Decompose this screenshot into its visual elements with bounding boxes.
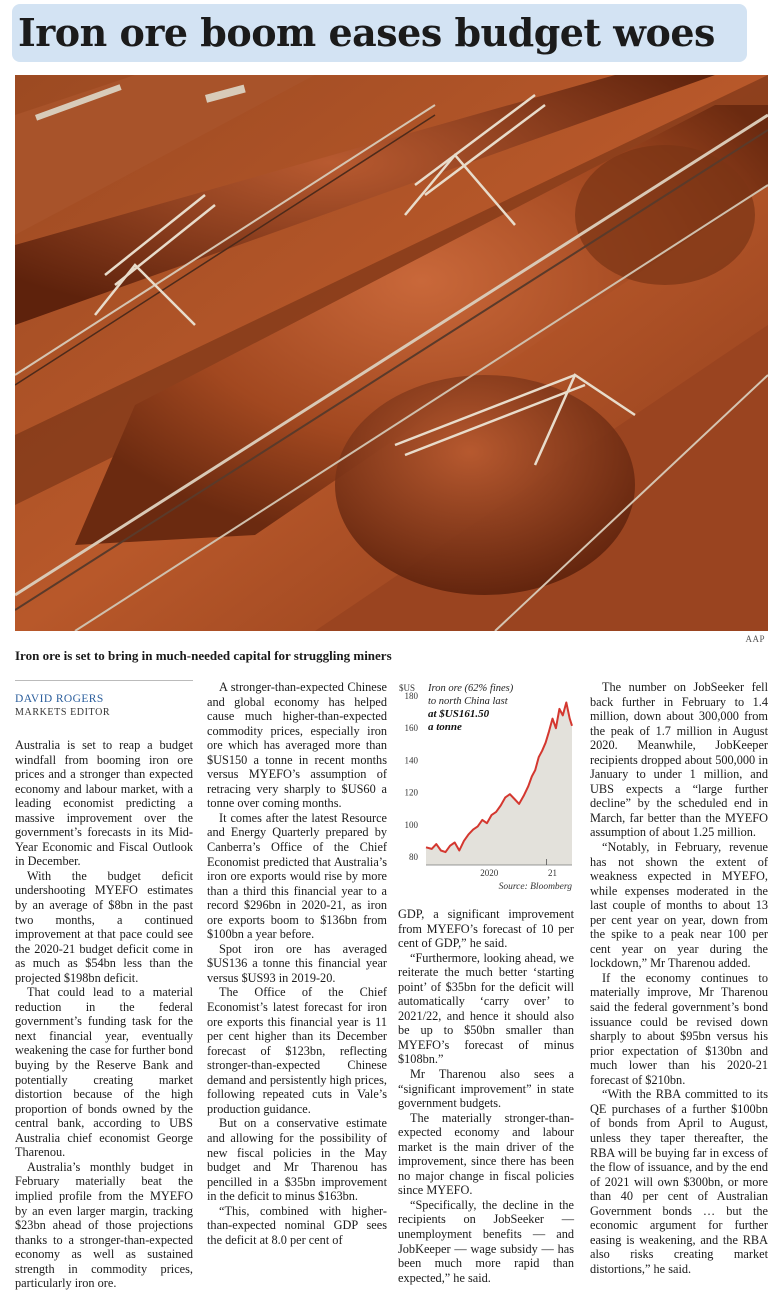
paragraph: “With the RBA committed to its QE purchases of a further $100bn of bonds from April to August, unless they taper thereafter, the RBA will be buying far in excess of the flow of issuance, and by the end of 2021 will own $300bn, or more than 40 per cent of Australian Government bonds … but the economic argument for further easing is weakening, and the RBA also risks creating market distortions,” he said. [590, 1087, 768, 1276]
author-name: DAVID ROGERS [15, 693, 104, 705]
chart-source: Source: Bloomberg [498, 882, 572, 892]
article-column-2 [207, 680, 387, 1247]
paragraph: If the economy continues to materially improve, Mr Tharenou said the federal government’s bond issuance could be revised down sharply to about $95bn versus his prior expectation of $130bn and much lower than his 2020-21 forecast of $210bn. [590, 970, 768, 1087]
photo-credit: AAP [745, 634, 765, 644]
paragraph: “Specifically, the decline in the recipients on JobSeeker — unemployment benefits — and JobKeeper — wage subsidy — has been much more rapid than expected,” he said. [398, 1197, 574, 1285]
article-column-3 [398, 907, 574, 1285]
article-column-1 [15, 738, 193, 1291]
paragraph: Spot iron ore has averaged $US136 a tonne this financial year versus $US93 in 2019-20. [207, 941, 387, 985]
paragraph: Mr Tharenou also sees a “significant improvement” in state government budgets. [398, 1067, 574, 1111]
paragraph: With the budget deficit undershooting MYEFO estimates by an average of $8bn in the past two months, a continued improvement at that pace could see the 2020-21 budget deficit come in as much as $54bn less than the projected $198bn deficit. [15, 868, 193, 985]
mine-stockpile-photo [15, 75, 768, 631]
paragraph: It comes after the latest Resource and Energy Quarterly prepared by Canberra’s Office of the Chief Economist predicted that Australia’s iron ore exports would rise by more than a third this financial year to a record $296bn in 2020-21, as iron ore exports boom to $136bn from $100bn a year before. [207, 810, 387, 942]
author-role: MARKETS EDITOR [15, 707, 111, 718]
y-axis [405, 691, 419, 862]
chart-title-line-2: to north China last [428, 696, 508, 707]
article-column-4 [590, 680, 768, 1276]
paragraph: Australia’s monthly budget in February materially beat the implied profile from the MYEFO by an even larger margin, tracking $23bn ahead of those projections thanks to a stronger-than-expected economy as well as sustained strength in commodity prices, particularly iron ore. [15, 1159, 193, 1291]
paragraph: “Notably, in February, revenue has not shown the extent of weakness expected in MYEFO, while expenses moderated in the last couple of months to about 13 per cent year on year, down from the spike to a peak near 100 per cent year on year during the lockdown,” Mr Tharenou added. [590, 840, 768, 971]
y-tick-label: 140 [404, 755, 418, 766]
byline-divider [15, 680, 193, 681]
chart-canvas [396, 680, 576, 896]
paragraph: GDP, a significant improvement from MYEFO’s forecast of 10 per cent of GDP,” he said. [398, 907, 574, 951]
paragraph: The number on JobSeeker fell back further in February to 1.4 million, down about 300,000 from the peak of 1.7 million in August 2020. Meanwhile, JobKeeper recipients dropped about 500,000 in January to under 1 million, and UBS expects a “large further decline” by the scheduled end in March, far better than the MYEFO assumption of about 1.25 million. [590, 680, 768, 840]
x-tick-label: 2020 [480, 868, 499, 878]
paragraph: The materially stronger-than-expected economy and labour market is the main driver of the improvement, since there has been no major change in fiscal policies since MYEFO. [398, 1110, 574, 1198]
paragraph: “Furthermore, looking ahead, we reiterate the much better ‘starting point’ of $35bn for the deficit will automatically ‘carry over’ to 2021/22, and hence it should also be up to $50bn smaller than MYEFO’s forecast of minus $108bn.” [398, 950, 574, 1067]
chart-title-line-1: Iron ore (62% fines) [428, 683, 514, 694]
chart-unit-label: $US [399, 683, 416, 693]
paragraph: Australia is set to reap a budget windfall from booming iron ore prices and a stronger than expected economy and labour market, with a leading economist predicting a massive improvement over the government’s forecasts in its Mid-Year Economic and Fiscal Outlook in December. [15, 738, 193, 869]
headline: Iron ore boom eases budget woes [18, 10, 715, 55]
iron-ore-price-chart [396, 680, 576, 896]
paragraph: That could lead to a material reduction in the federal government’s funding task for the next financial year, eventually weakening the case for further bond buying by the Reserve Bank and potentially creating market distortion because of the high proportion of bonds owned by the central bank, according to UBS Australia chief economist George Tharenou. [15, 985, 193, 1160]
photo-caption: Iron ore is set to bring in much-needed capital for struggling miners [15, 648, 392, 663]
paragraph: But on a conservative estimate and allowing for the possibility of new fiscal policies in the May budget and Mr Tharenou has pencilled in a $35bn improvement in the deficit to minus $163bn. [207, 1116, 387, 1204]
x-tick-label: 21 [547, 868, 557, 878]
y-tick-label: 180 [404, 691, 418, 702]
y-tick-label: 100 [404, 819, 418, 830]
chart-highlight-line-2: a tonne [428, 721, 462, 733]
y-tick-label: 120 [404, 787, 418, 798]
chart-highlight-line-1: at $US161.50 [428, 708, 490, 720]
y-tick-label: 80 [409, 851, 418, 862]
paragraph: The Office of the Chief Economist’s latest forecast for iron ore exports this financial year is 11 per cent higher than its December forecast of $123bn, reflecting stronger-than-expected Chinese demand and persistently high prices, following repeated cuts in Vale’s production guidance. [207, 985, 387, 1116]
paragraph: “This, combined with higher-than-expected nominal GDP sees the deficit at 8.0 per cent of [207, 1203, 387, 1247]
byline [15, 692, 193, 719]
paragraph: A stronger-than-expected Chinese and global economy has helped cause much higher-than-expected commodity prices, especially iron ore which has averaged more than $US150 a tonne in recent months versus MYEFO’s assumption of retracing very sharply to $US60 a tonne over coming months. [207, 680, 387, 811]
y-tick-label: 160 [404, 723, 418, 734]
